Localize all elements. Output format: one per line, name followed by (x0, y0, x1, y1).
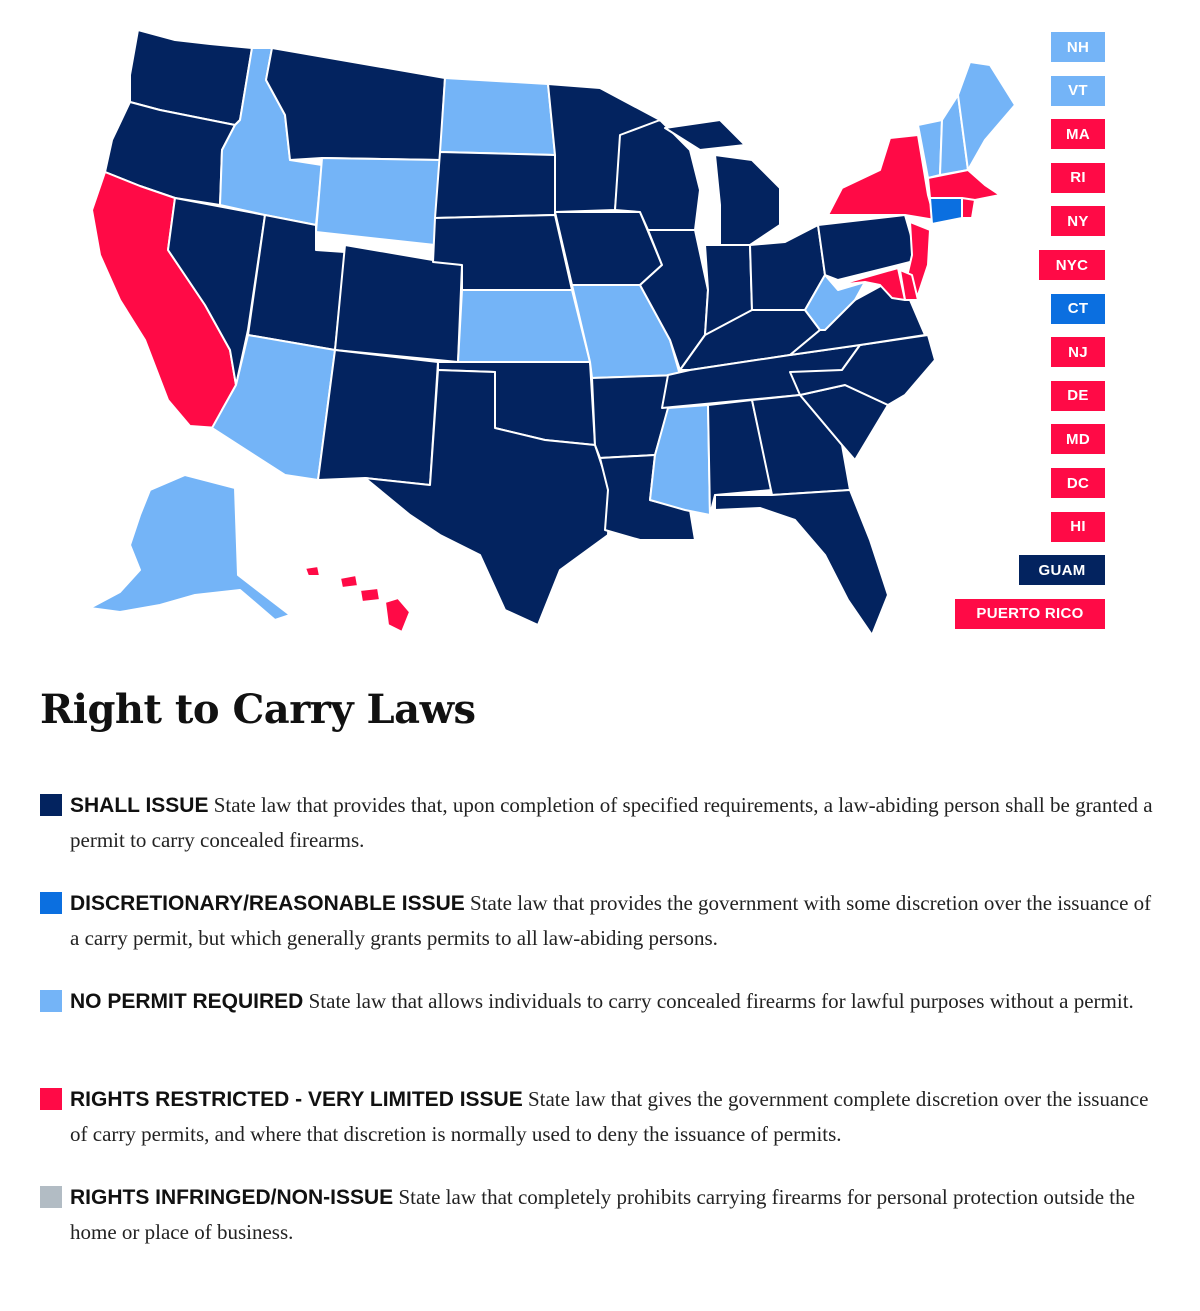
legend-item-shall-issue (40, 788, 1160, 857)
state-nm (318, 350, 438, 485)
legend-name: DISCRETIONARY/REASONABLE ISSUE (70, 892, 465, 915)
state-ut (248, 215, 345, 350)
badge-nj: NJ (1051, 337, 1105, 367)
legend-description: State law that provides that, upon completion of specified requirements, a law-abiding person shall be granted a permit to carry concealed firearms. (70, 793, 1153, 852)
legend-description: State law that completely prohibits carrying firearms for personal protection outside the home or place of business. (70, 1185, 1135, 1244)
legend-name: SHALL ISSUE (70, 794, 209, 817)
badge-nh: NH (1051, 32, 1105, 62)
legend-name: RIGHTS RESTRICTED - VERY LIMITED ISSUE (70, 1088, 523, 1111)
legend-item-discretionary (40, 886, 1160, 955)
badge-vt: VT (1051, 76, 1105, 106)
state-ct (930, 198, 962, 224)
legend-swatch (40, 1088, 62, 1110)
legend-item-no-permit (40, 984, 1160, 1019)
state-ak (90, 475, 290, 620)
legend-swatch (40, 892, 62, 914)
state-ny (828, 135, 935, 220)
badge-dc: DC (1051, 468, 1105, 498)
legend-text (70, 788, 1160, 857)
state-hi (305, 566, 410, 632)
legend-item-restricted (40, 1082, 1160, 1151)
state-fl (715, 490, 888, 635)
legend-text (70, 1082, 1160, 1151)
legend-name: RIGHTS INFRINGED/NON-ISSUE (70, 1186, 394, 1209)
state-nd (440, 78, 555, 155)
legend-swatch (40, 990, 62, 1012)
badge-ny: NY (1051, 206, 1105, 236)
badge-ma: MA (1051, 119, 1105, 149)
state-me (958, 62, 1015, 170)
state-wy (316, 158, 440, 245)
badge-nyc: NYC (1039, 250, 1105, 280)
badge-hi: HI (1051, 512, 1105, 542)
legend-item-infringed (40, 1180, 1160, 1249)
badge-ct: CT (1051, 294, 1105, 324)
state-ri (962, 198, 975, 218)
legend-description: State law that gives the government complete discretion over the issuance of carry permits, and where that discretion is normally used to deny the issuance of permits. (70, 1087, 1149, 1146)
legend-swatch (40, 794, 62, 816)
badge-guam: GUAM (1019, 555, 1105, 585)
legend-swatch (40, 1186, 62, 1208)
legend-text (70, 1180, 1160, 1249)
legend-text (70, 886, 1160, 955)
legend-name: NO PERMIT REQUIRED (70, 990, 304, 1013)
badge-puerto-rico: PUERTO RICO (955, 599, 1105, 629)
badge-md: MD (1051, 424, 1105, 454)
legend-description: State law that allows individuals to carry concealed firearms for lawful purposes without a permit. (308, 989, 1134, 1013)
legend-text (70, 984, 1160, 1019)
state-ks (458, 290, 590, 362)
state-sd (435, 152, 555, 218)
badge-de: DE (1051, 381, 1105, 411)
page-title: Right to Carry Laws (40, 686, 476, 733)
state-mt (266, 48, 445, 160)
badge-ri: RI (1051, 163, 1105, 193)
legend-description: State law that provides the government with some discretion over the issuance of a carry permit, but which generally grants permits to all law-abiding persons. (70, 891, 1152, 950)
